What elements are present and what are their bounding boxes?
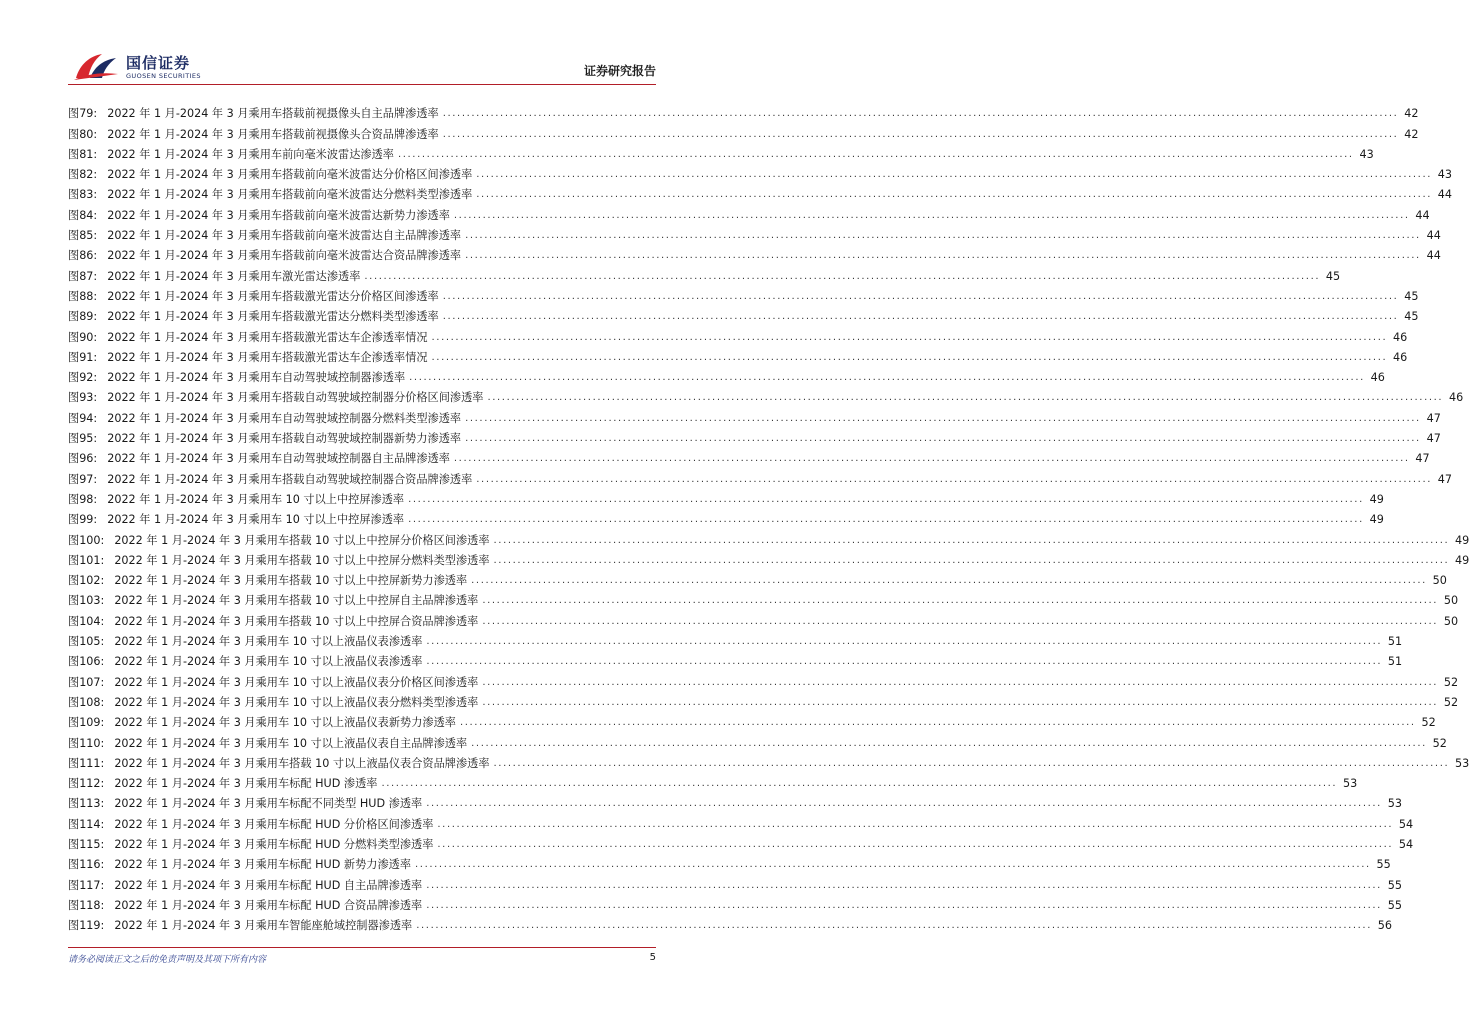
dot-leader: ........................................................................................................................................................................................................ xyxy=(465,433,1421,445)
figure-title: 2022 年 1 月-2024 年 3 月乘用车自动驾驶域控制器渗透率 xyxy=(107,371,406,385)
figure-title: 2022 年 1 月-2024 年 3 月乘用车搭载 10 寸以上中控屏分燃料类型渗透率 xyxy=(114,553,490,567)
dot-leader: ........................................................................................................................................................................................................ xyxy=(493,534,1450,546)
figure-number: 图105: xyxy=(68,635,105,649)
figure-page-number: 44 xyxy=(1426,229,1441,243)
figure-page-number: 53 xyxy=(1455,756,1469,770)
figure-number: 图87: xyxy=(68,269,98,283)
figure-title: 2022 年 1 月-2024 年 3 月乘用车 10 寸以上中控屏渗透率 xyxy=(107,513,405,527)
page-header xyxy=(0,0,724,90)
figure-number: 图99: xyxy=(68,513,98,527)
figure-number: 图101: xyxy=(68,553,105,567)
guosen-logo xyxy=(72,50,212,84)
toc-entry[interactable] xyxy=(68,466,1453,486)
figure-number: 图119: xyxy=(68,919,105,933)
figure-table-of-contents xyxy=(68,101,1469,933)
toc-entry[interactable] xyxy=(68,527,1469,547)
dot-leader: ........................................................................................................................................................................................................ xyxy=(482,615,1439,627)
figure-page-number: 53 xyxy=(1342,777,1358,791)
toc-entry[interactable] xyxy=(68,507,1384,527)
dot-leader: ........................................................................................................................................................................................................ xyxy=(426,656,1383,668)
figure-title: 2022 年 1 月-2024 年 3 月乘用车搭载自动驾驶域控制器新势力渗透率 xyxy=(107,432,462,446)
figure-title: 2022 年 1 月-2024 年 3 月乘用车标配 HUD 分价格区间渗透率 xyxy=(114,817,434,831)
figure-number: 图96: xyxy=(68,452,98,466)
figure-page-number: 46 xyxy=(1370,371,1385,385)
figure-title: 2022 年 1 月-2024 年 3 月乘用车搭载激光雷达分价格区间渗透率 xyxy=(107,289,439,303)
toc-entry[interactable] xyxy=(68,324,1408,344)
figure-page-number: 51 xyxy=(1387,655,1403,669)
dot-leader: ........................................................................................................................................................................................................ xyxy=(465,250,1421,262)
figure-page-number: 46 xyxy=(1393,350,1408,364)
dot-leader: ........................................................................................................................................................................................................ xyxy=(408,493,1364,505)
figure-number: 图110: xyxy=(68,736,105,750)
figure-title: 2022 年 1 月-2024 年 3 月乘用车 10 寸以上液晶仪表新势力渗透率 xyxy=(114,716,456,730)
figure-number: 图81: xyxy=(68,147,98,161)
dot-leader: ........................................................................................................................................................................................................ xyxy=(482,595,1439,607)
figure-page-number: 43 xyxy=(1359,147,1374,161)
figure-number: 图84: xyxy=(68,208,98,222)
figure-number: 图103: xyxy=(68,594,105,608)
figure-page-number: 42 xyxy=(1404,107,1419,121)
page-number: 5 xyxy=(649,952,656,963)
figure-title: 2022 年 1 月-2024 年 3 月乘用车搭载前向毫米波雷达合资品牌渗透率 xyxy=(107,249,462,263)
toc-entry[interactable] xyxy=(68,345,1408,365)
figure-number: 图98: xyxy=(68,492,98,506)
dot-leader: ........................................................................................................................................................................................................ xyxy=(409,372,1365,384)
toc-entry[interactable] xyxy=(68,142,1374,162)
toc-entry[interactable] xyxy=(68,284,1419,304)
figure-page-number: 45 xyxy=(1404,310,1419,324)
report-type-label: 证券研究报告 xyxy=(583,64,656,78)
dot-leader: ........................................................................................................................................................................................................ xyxy=(437,818,1394,830)
disclaimer-note: 请务必阅读正文之后的免责声明及其项下所有内容 xyxy=(68,955,267,965)
dot-leader: ........................................................................................................................................................................................................ xyxy=(487,392,1444,404)
figure-page-number: 43 xyxy=(1437,168,1453,182)
toc-entry[interactable] xyxy=(68,121,1419,141)
toc-entry[interactable] xyxy=(68,629,1403,649)
figure-title: 2022 年 1 月-2024 年 3 月乘用车 10 寸以上液晶仪表自主品牌渗透率 xyxy=(114,736,468,750)
figure-page-number: 44 xyxy=(1415,208,1430,222)
figure-page-number: 52 xyxy=(1421,716,1436,730)
dot-leader: ........................................................................................................................................................................................................ xyxy=(471,575,1427,587)
figure-title: 2022 年 1 月-2024 年 3 月乘用车搭载 10 寸以上中控屏新势力渗透率 xyxy=(114,574,468,588)
header-divider xyxy=(68,84,656,85)
dot-leader: ........................................................................................................................................................................................................ xyxy=(493,757,1450,769)
figure-title: 2022 年 1 月-2024 年 3 月乘用车自动驾驶域控制器分燃料类型渗透率 xyxy=(107,411,462,425)
figure-title: 2022 年 1 月-2024 年 3 月乘用车搭载 10 寸以上中控屏自主品牌渗透率 xyxy=(114,594,479,608)
figure-title: 2022 年 1 月-2024 年 3 月乘用车智能座舱域控制器渗透率 xyxy=(114,919,413,933)
figure-number: 图108: xyxy=(68,695,105,709)
toc-entry[interactable] xyxy=(68,202,1430,222)
figure-title: 2022 年 1 月-2024 年 3 月乘用车搭载激光雷达车企渗透率情况 xyxy=(107,330,428,344)
dot-leader: ........................................................................................................................................................................................................ xyxy=(493,554,1450,566)
figure-title: 2022 年 1 月-2024 年 3 月乘用车标配 HUD 自主品牌渗透率 xyxy=(114,878,423,892)
toc-entry[interactable] xyxy=(68,385,1464,405)
dot-leader: ........................................................................................................................................................................................................ xyxy=(437,838,1394,850)
figure-page-number: 50 xyxy=(1443,594,1459,608)
figure-title: 2022 年 1 月-2024 年 3 月乘用车搭载 10 寸以上液晶仪表合资品牌渗透率 xyxy=(114,756,490,770)
toc-entry[interactable] xyxy=(68,223,1441,243)
figure-page-number: 47 xyxy=(1426,411,1441,425)
dot-leader: ........................................................................................................................................................................................................ xyxy=(471,737,1427,749)
figure-number: 图90: xyxy=(68,330,98,344)
figure-title: 2022 年 1 月-2024 年 3 月乘用车 10 寸以上液晶仪表分价格区间渗透率 xyxy=(114,675,479,689)
figure-title: 2022 年 1 月-2024 年 3 月乘用车激光雷达渗透率 xyxy=(107,269,361,283)
figure-page-number: 52 xyxy=(1443,695,1459,709)
figure-title: 2022 年 1 月-2024 年 3 月乘用车搭载前向毫米波雷达新势力渗透率 xyxy=(107,208,450,222)
dot-leader: ........................................................................................................................................................................................................ xyxy=(426,879,1382,891)
dot-leader: ........................................................................................................................................................................................................ xyxy=(431,351,1388,363)
toc-entry[interactable] xyxy=(68,568,1447,588)
figure-title: 2022 年 1 月-2024 年 3 月乘用车搭载自动驾驶域控制器合资品牌渗透率 xyxy=(107,472,473,486)
figure-title: 2022 年 1 月-2024 年 3 月乘用车搭载激光雷达分燃料类型渗透率 xyxy=(107,310,439,324)
figure-number: 图94: xyxy=(68,411,98,425)
figure-title: 2022 年 1 月-2024 年 3 月乘用车自动驾驶域控制器自主品牌渗透率 xyxy=(107,452,450,466)
toc-entry[interactable] xyxy=(68,365,1385,385)
figure-title: 2022 年 1 月-2024 年 3 月乘用车搭载前向毫米波雷达自主品牌渗透率 xyxy=(107,229,462,243)
toc-entry[interactable] xyxy=(68,832,1414,852)
dot-leader: ........................................................................................................................................................................................................ xyxy=(442,311,1399,323)
dot-leader: ........................................................................................................................................................................................................ xyxy=(476,169,1433,181)
figure-number: 图115: xyxy=(68,837,105,851)
figure-page-number: 55 xyxy=(1387,898,1402,912)
toc-entry[interactable] xyxy=(68,548,1469,568)
figure-number: 图111: xyxy=(68,756,105,770)
toc-entry[interactable] xyxy=(68,446,1430,466)
dot-leader: ........................................................................................................................................................................................................ xyxy=(476,189,1433,201)
toc-entry[interactable] xyxy=(68,811,1414,831)
figure-title: 2022 年 1 月-2024 年 3 月乘用车 10 寸以上中控屏渗透率 xyxy=(107,492,405,506)
figure-number: 图107: xyxy=(68,675,105,689)
figure-title: 2022 年 1 月-2024 年 3 月乘用车搭载前视摄像头自主品牌渗透率 xyxy=(107,107,439,121)
figure-page-number: 47 xyxy=(1426,432,1441,446)
figure-title: 2022 年 1 月-2024 年 3 月乘用车搭载激光雷达车企渗透率情况 xyxy=(107,350,428,364)
toc-entry[interactable] xyxy=(68,669,1459,689)
figure-page-number: 53 xyxy=(1387,797,1402,811)
dot-leader: ........................................................................................................................................................................................................ xyxy=(442,108,1399,120)
figure-page-number: 50 xyxy=(1443,614,1459,628)
footer-divider xyxy=(68,947,656,948)
figure-number: 图93: xyxy=(68,391,98,405)
figure-page-number: 56 xyxy=(1377,919,1392,933)
toc-entry[interactable] xyxy=(68,872,1402,892)
dot-leader: ........................................................................................................................................................................................................ xyxy=(415,859,1371,871)
figure-page-number: 49 xyxy=(1369,513,1384,527)
brand-name-en: GUOSEN SECURITIES xyxy=(126,72,201,80)
dot-leader: ........................................................................................................................................................................................................ xyxy=(426,798,1382,810)
dot-leader: ........................................................................................................................................................................................................ xyxy=(465,230,1421,242)
dot-leader: ........................................................................................................................................................................................................ xyxy=(364,270,1321,282)
figure-number: 图114: xyxy=(68,817,105,831)
figure-page-number: 44 xyxy=(1437,188,1453,202)
figure-title: 2022 年 1 月-2024 年 3 月乘用车标配不同类型 HUD 渗透率 xyxy=(114,797,423,811)
figure-number: 图109: xyxy=(68,716,105,730)
toc-entry[interactable] xyxy=(68,182,1453,202)
figure-title: 2022 年 1 月-2024 年 3 月乘用车搭载 10 寸以上中控屏分价格区间渗透率 xyxy=(114,533,490,547)
figure-number: 图113: xyxy=(68,797,105,811)
figure-number: 图117: xyxy=(68,878,105,892)
figure-page-number: 54 xyxy=(1398,837,1414,851)
dot-leader: ........................................................................................................................................................................................................ xyxy=(453,453,1410,465)
figure-page-number: 52 xyxy=(1443,675,1459,689)
figure-title: 2022 年 1 月-2024 年 3 月乘用车标配 HUD 分燃料类型渗透率 xyxy=(114,837,434,851)
figure-number: 图112: xyxy=(68,777,105,791)
figure-page-number: 49 xyxy=(1455,533,1469,547)
toc-entry[interactable] xyxy=(68,304,1419,324)
toc-entry[interactable] xyxy=(68,263,1341,283)
toc-entry[interactable] xyxy=(68,710,1436,730)
toc-entry[interactable] xyxy=(68,751,1469,771)
brand-name-cn: 国信证券 xyxy=(126,54,191,72)
figure-number: 图80: xyxy=(68,127,98,141)
figure-page-number: 49 xyxy=(1455,553,1469,567)
figure-page-number: 49 xyxy=(1369,492,1384,506)
figure-title: 2022 年 1 月-2024 年 3 月乘用车搭载 10 寸以上中控屏合资品牌渗透率 xyxy=(114,614,479,628)
figure-page-number: 47 xyxy=(1415,452,1430,466)
figure-page-number: 44 xyxy=(1426,249,1441,263)
dot-leader: ........................................................................................................................................................................................................ xyxy=(482,696,1439,708)
figure-title: 2022 年 1 月-2024 年 3 月乘用车搭载前视摄像头合资品牌渗透率 xyxy=(107,127,439,141)
guosen-logo-icon xyxy=(72,50,120,82)
figure-number: 图82: xyxy=(68,168,98,182)
toc-entry[interactable] xyxy=(68,426,1441,446)
figure-number: 图102: xyxy=(68,574,105,588)
toc-entry[interactable] xyxy=(68,101,1419,121)
dot-leader: ........................................................................................................................................................................................................ xyxy=(442,128,1399,140)
figure-number: 图100: xyxy=(68,533,105,547)
figure-title: 2022 年 1 月-2024 年 3 月乘用车标配 HUD 合资品牌渗透率 xyxy=(114,898,423,912)
figure-title: 2022 年 1 月-2024 年 3 月乘用车标配 HUD 渗透率 xyxy=(114,777,378,791)
figure-title: 2022 年 1 月-2024 年 3 月乘用车搭载前向毫米波雷达分燃料类型渗透率 xyxy=(107,188,473,202)
figure-page-number: 45 xyxy=(1404,289,1419,303)
figure-title: 2022 年 1 月-2024 年 3 月乘用车搭载前向毫米波雷达分价格区间渗透率 xyxy=(107,168,473,182)
figure-number: 图92: xyxy=(68,371,98,385)
figure-number: 图95: xyxy=(68,432,98,446)
figure-number: 图88: xyxy=(68,289,98,303)
figure-number: 图106: xyxy=(68,655,105,669)
toc-entry[interactable] xyxy=(68,791,1402,811)
dot-leader: ........................................................................................................................................................................................................ xyxy=(431,331,1388,343)
toc-entry[interactable] xyxy=(68,690,1459,710)
figure-page-number: 46 xyxy=(1393,330,1408,344)
figure-number: 图91: xyxy=(68,350,98,364)
dot-leader: ........................................................................................................................................................................................................ xyxy=(476,473,1433,485)
figure-page-number: 42 xyxy=(1404,127,1419,141)
toc-entry[interactable] xyxy=(68,771,1358,791)
dot-leader: ........................................................................................................................................................................................................ xyxy=(397,148,1354,160)
toc-entry[interactable] xyxy=(68,893,1402,913)
figure-page-number: 55 xyxy=(1376,858,1391,872)
toc-entry[interactable] xyxy=(68,243,1441,263)
figure-page-number: 45 xyxy=(1325,269,1341,283)
toc-entry[interactable] xyxy=(68,487,1384,507)
toc-entry[interactable] xyxy=(68,608,1459,628)
toc-entry[interactable] xyxy=(68,588,1459,608)
figure-number: 图79: xyxy=(68,107,98,121)
figure-page-number: 50 xyxy=(1432,574,1447,588)
figure-number: 图85: xyxy=(68,229,98,243)
figure-number: 图104: xyxy=(68,614,105,628)
figure-title: 2022 年 1 月-2024 年 3 月乘用车 10 寸以上液晶仪表渗透率 xyxy=(114,655,423,669)
figure-number: 图116: xyxy=(68,858,105,872)
dot-leader: ........................................................................................................................................................................................................ xyxy=(482,676,1439,688)
figure-title: 2022 年 1 月-2024 年 3 月乘用车 10 寸以上液晶仪表渗透率 xyxy=(114,635,423,649)
figure-number: 图83: xyxy=(68,188,98,202)
toc-entry[interactable] xyxy=(68,649,1403,669)
dot-leader: ........................................................................................................................................................................................................ xyxy=(426,899,1382,911)
dot-leader: ........................................................................................................................................................................................................ xyxy=(453,209,1410,221)
figure-number: 图118: xyxy=(68,898,105,912)
figure-number: 图97: xyxy=(68,472,98,486)
figure-page-number: 46 xyxy=(1448,391,1464,405)
figure-page-number: 55 xyxy=(1387,878,1402,892)
dot-leader: ........................................................................................................................................................................................................ xyxy=(459,717,1416,729)
dot-leader: ........................................................................................................................................................................................................ xyxy=(465,412,1421,424)
toc-entry[interactable] xyxy=(68,405,1441,425)
dot-leader: ........................................................................................................................................................................................................ xyxy=(381,778,1338,790)
dot-leader: ........................................................................................................................................................................................................ xyxy=(408,514,1364,526)
figure-number: 图86: xyxy=(68,249,98,263)
dot-leader: ........................................................................................................................................................................................................ xyxy=(426,636,1383,648)
figure-page-number: 52 xyxy=(1432,736,1447,750)
dot-leader: ........................................................................................................................................................................................................ xyxy=(442,290,1399,302)
figure-page-number: 51 xyxy=(1387,635,1403,649)
figure-title: 2022 年 1 月-2024 年 3 月乘用车前向毫米波雷达渗透率 xyxy=(107,147,394,161)
figure-title: 2022 年 1 月-2024 年 3 月乘用车搭载自动驾驶域控制器分价格区间渗透率 xyxy=(107,391,484,405)
toc-entry[interactable] xyxy=(68,913,1392,933)
figure-title: 2022 年 1 月-2024 年 3 月乘用车标配 HUD 新势力渗透率 xyxy=(114,858,412,872)
toc-entry[interactable] xyxy=(68,162,1453,182)
toc-entry[interactable] xyxy=(68,852,1391,872)
dot-leader: ........................................................................................................................................................................................................ xyxy=(416,920,1372,932)
figure-page-number: 54 xyxy=(1398,817,1414,831)
figure-page-number: 47 xyxy=(1437,472,1453,486)
toc-entry[interactable] xyxy=(68,730,1447,750)
figure-number: 图89: xyxy=(68,310,98,324)
figure-title: 2022 年 1 月-2024 年 3 月乘用车 10 寸以上液晶仪表分燃料类型渗透率 xyxy=(114,695,479,709)
